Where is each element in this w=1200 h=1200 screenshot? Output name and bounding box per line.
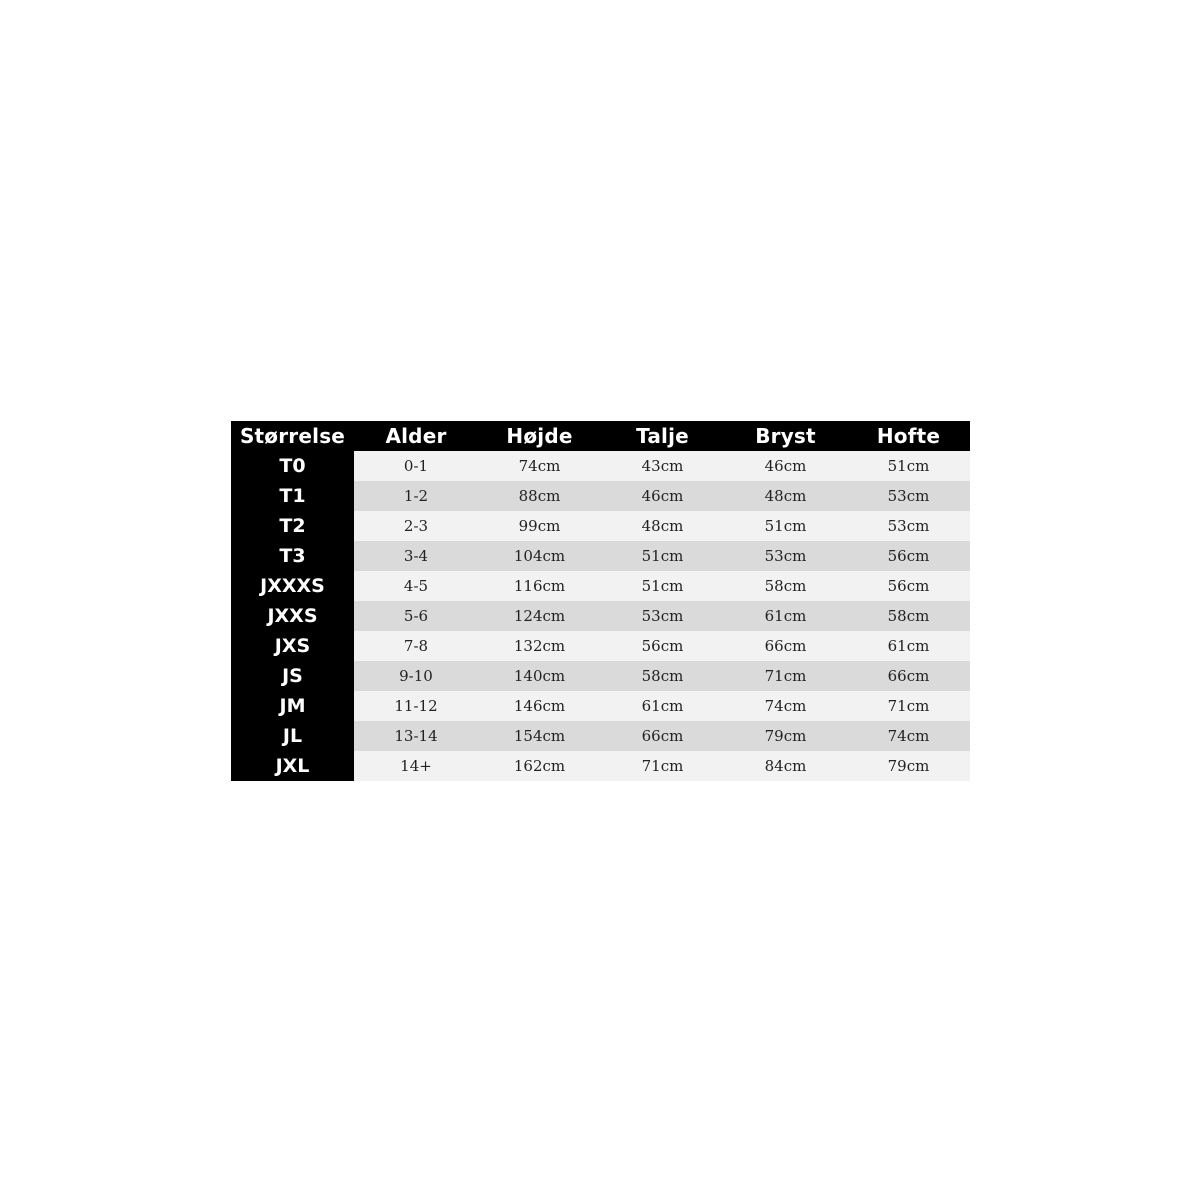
waist-cell: 61cm [601,691,724,721]
chest-cell: 74cm [724,691,847,721]
waist-cell: 46cm [601,481,724,511]
age-cell: 1-2 [354,481,478,511]
table-row [231,631,970,661]
hip-cell: 56cm [847,571,970,601]
height-cell: 132cm [478,631,601,661]
chest-cell: 84cm [724,751,847,781]
height-cell: 116cm [478,571,601,601]
age-cell: 3-4 [354,541,478,571]
chest-cell: 79cm [724,721,847,751]
hip-cell: 79cm [847,751,970,781]
table-row [231,481,970,511]
header-row [231,421,970,451]
header-chest: Bryst [724,421,847,451]
height-cell: 88cm [478,481,601,511]
age-cell: 9-10 [354,661,478,691]
size-cell: JS [231,661,354,691]
table-row [231,571,970,601]
age-cell: 7-8 [354,631,478,661]
size-cell: T1 [231,481,354,511]
table-row [231,721,970,751]
table-row [231,451,970,481]
header-size: Størrelse [231,421,354,451]
table-row [231,661,970,691]
header-hip: Hofte [847,421,970,451]
hip-cell: 51cm [847,451,970,481]
waist-cell: 48cm [601,511,724,541]
waist-cell: 43cm [601,451,724,481]
height-cell: 124cm [478,601,601,631]
waist-cell: 66cm [601,721,724,751]
size-chart-table [231,421,970,781]
age-cell: 0-1 [354,451,478,481]
size-cell: JXXS [231,601,354,631]
hip-cell: 53cm [847,481,970,511]
header-height: Højde [478,421,601,451]
size-cell: JXL [231,751,354,781]
height-cell: 104cm [478,541,601,571]
height-cell: 99cm [478,511,601,541]
waist-cell: 51cm [601,571,724,601]
hip-cell: 71cm [847,691,970,721]
age-cell: 4-5 [354,571,478,601]
size-cell: T2 [231,511,354,541]
table-row [231,751,970,781]
header-waist: Talje [601,421,724,451]
height-cell: 74cm [478,451,601,481]
chest-cell: 58cm [724,571,847,601]
hip-cell: 66cm [847,661,970,691]
size-cell: T3 [231,541,354,571]
table-row [231,541,970,571]
size-chart-header [231,421,970,451]
size-cell: T0 [231,451,354,481]
waist-cell: 53cm [601,601,724,631]
hip-cell: 58cm [847,601,970,631]
chest-cell: 71cm [724,661,847,691]
chest-cell: 61cm [724,601,847,631]
age-cell: 14+ [354,751,478,781]
height-cell: 154cm [478,721,601,751]
hip-cell: 53cm [847,511,970,541]
size-cell: JL [231,721,354,751]
waist-cell: 58cm [601,661,724,691]
waist-cell: 56cm [601,631,724,661]
height-cell: 146cm [478,691,601,721]
hip-cell: 74cm [847,721,970,751]
size-chart-body [231,451,970,781]
size-cell: JM [231,691,354,721]
chest-cell: 46cm [724,451,847,481]
size-cell: JXXXS [231,571,354,601]
hip-cell: 56cm [847,541,970,571]
table-row [231,511,970,541]
header-age: Alder [354,421,478,451]
waist-cell: 51cm [601,541,724,571]
chest-cell: 48cm [724,481,847,511]
height-cell: 140cm [478,661,601,691]
age-cell: 11-12 [354,691,478,721]
chest-cell: 51cm [724,511,847,541]
age-cell: 13-14 [354,721,478,751]
waist-cell: 71cm [601,751,724,781]
age-cell: 2-3 [354,511,478,541]
height-cell: 162cm [478,751,601,781]
hip-cell: 61cm [847,631,970,661]
table-row [231,691,970,721]
table-row [231,601,970,631]
chest-cell: 53cm [724,541,847,571]
chest-cell: 66cm [724,631,847,661]
age-cell: 5-6 [354,601,478,631]
size-cell: JXS [231,631,354,661]
